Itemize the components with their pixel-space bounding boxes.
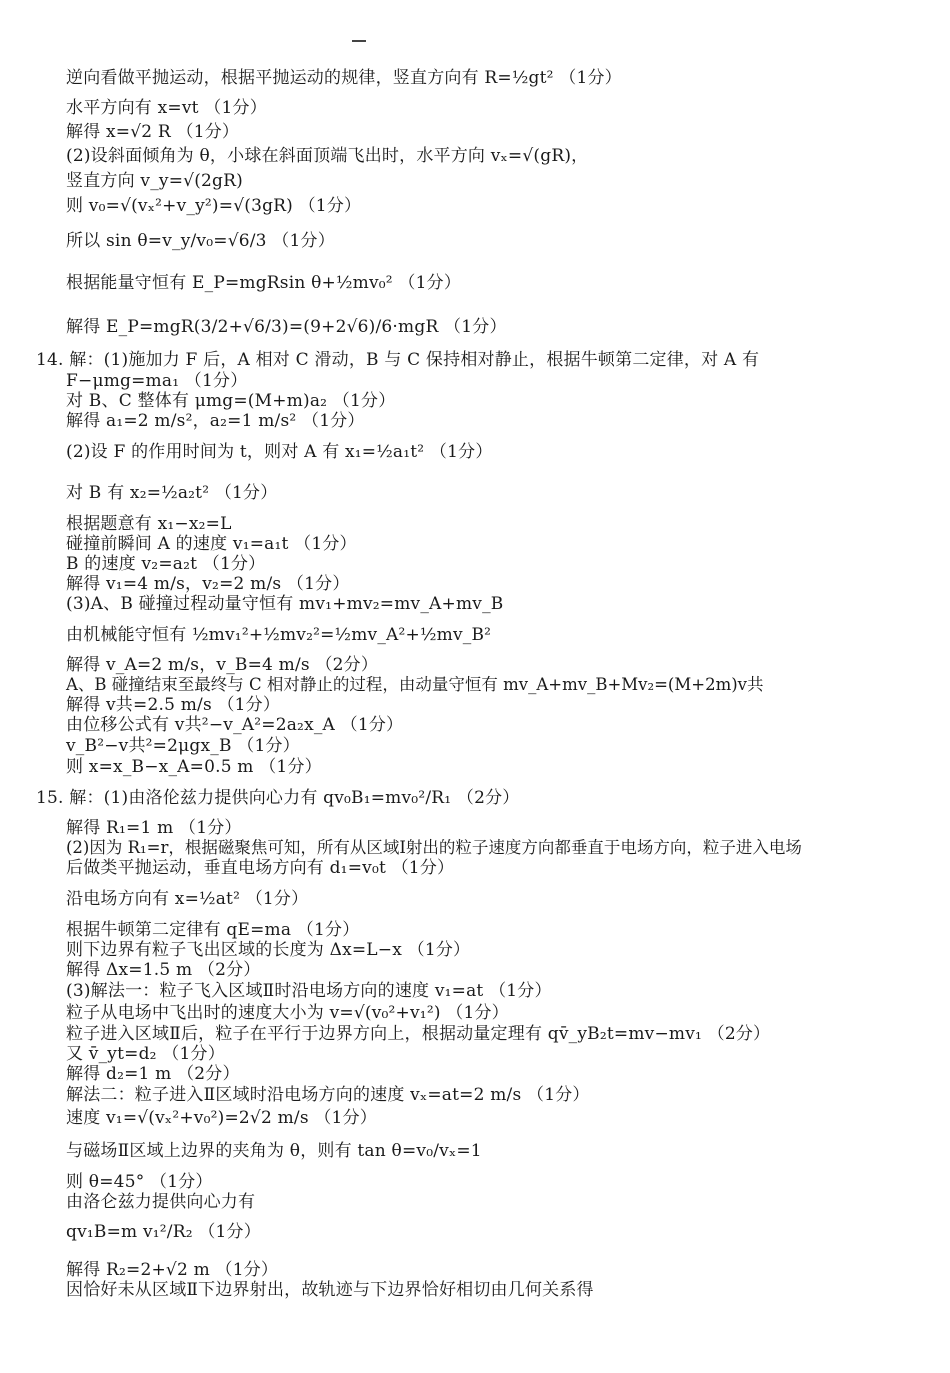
text-line: 对 B、C 整体有 μmg=(M+m)a₂ （1分） xyxy=(66,391,396,411)
text-line: 又 v̄_yt=d₂ （1分） xyxy=(66,1044,225,1064)
text-line: 解得 Δx=1.5 m （2分） xyxy=(66,960,261,980)
text-line: 竖直方向 v_y=√(2gR) xyxy=(66,171,243,191)
text-line: 则 θ=45° （1分） xyxy=(66,1172,213,1192)
text-line: A、B 碰撞结束至最终与 C 相对静止的过程，由动量守恒有 mv_A+mv_B+Mv₂=(M+2m)v共 xyxy=(66,675,764,694)
text-line: 速度 v₁=√(vₓ²+v₀²)=2√2 m/s （1分） xyxy=(66,1108,377,1128)
text-line: (3)解法一：粒子飞入区域Ⅱ时沿电场方向的速度 v₁=at （1分） xyxy=(66,981,552,1001)
text-line: v_B²−v共²=2μgx_B （1分） xyxy=(66,736,300,756)
text-line: 解得 R₂=2+√2 m （1分） xyxy=(66,1260,279,1280)
text-line: 与磁场Ⅱ区域上边界的夹角为 θ，则有 tan θ=v₀/vₓ=1 xyxy=(66,1141,482,1161)
header-mark xyxy=(352,40,366,42)
text-line: 对 B 有 x₂=½a₂t² （1分） xyxy=(66,483,278,503)
text-line: 所以 sin θ=v_y/v₀=√6/3 （1分） xyxy=(66,231,335,251)
text-line: 粒子进入区域Ⅱ后，粒子在平行于边界方向上，根据动量定理有 qv̄_yB₂t=mv−mv₁ （2分） xyxy=(66,1024,771,1044)
text-line: 由位移公式有 v共²−v_A²=2a₂x_A （1分） xyxy=(66,715,404,735)
text-line: 则 x=x_B−x_A=0.5 m （1分） xyxy=(66,757,322,777)
text-line: 解法二：粒子进入Ⅱ区域时沿电场方向的速度 vₓ=at=2 m/s （1分） xyxy=(66,1085,590,1105)
text-line: 粒子从电场中飞出时的速度大小为 v=√(v₀²+v₁²) （1分） xyxy=(66,1003,509,1023)
text-line: 则下边界有粒子飞出区域的长度为 Δx=L−x （1分） xyxy=(66,940,471,960)
text-line: 则 v₀=√(vₓ²+v_y²)=√(3gR) （1分） xyxy=(66,196,362,216)
text-line: (2)设 F 的作用时间为 t，则对 A 有 x₁=½a₁t² （1分） xyxy=(66,442,493,462)
text-line: qv₁B=m v₁²/R₂ （1分） xyxy=(66,1222,261,1242)
text-line: 水平方向有 x=vt （1分） xyxy=(66,98,267,118)
text-line: B 的速度 v₂=a₂t （1分） xyxy=(66,554,266,574)
text-line: 由机械能守恒有 ½mv₁²+½mv₂²=½mv_A²+½mv_B² xyxy=(66,625,492,645)
text-line: 解得 d₂=1 m （2分） xyxy=(66,1064,240,1084)
text-line: 解得 v共=2.5 m/s （1分） xyxy=(66,695,281,715)
text-line: 14. 解：(1)施加力 F 后，A 相对 C 滑动，B 与 C 保持相对静止，根据牛顿第二定律，对 A 有 xyxy=(36,350,760,370)
text-line: 因恰好未从区域Ⅱ下边界射出，故轨迹与下边界恰好相切由几何关系得 xyxy=(66,1280,594,1300)
text-line: 解得 v_A=2 m/s，v_B=4 m/s （2分） xyxy=(66,655,379,675)
text-line: 解得 x=√2 R （1分） xyxy=(66,122,240,142)
text-line: 15. 解：(1)由洛伦兹力提供向心力有 qv₀B₁=mv₀²/R₁ （2分） xyxy=(36,788,520,808)
text-line: 由洛仑兹力提供向心力有 xyxy=(66,1192,256,1212)
text-line: 根据题意有 x₁−x₂=L xyxy=(66,514,232,534)
text-line: 解得 R₁=1 m （1分） xyxy=(66,818,242,838)
text-line: 逆向看做平抛运动，根据平抛运动的规律，竖直方向有 R=½gt² （1分） xyxy=(66,68,622,88)
text-line: 后做类平抛运动，垂直电场方向有 d₁=v₀t （1分） xyxy=(66,858,455,878)
text-line: 碰撞前瞬间 A 的速度 v₁=a₁t （1分） xyxy=(66,534,357,554)
text-line: 根据牛顿第二定律有 qE=ma （1分） xyxy=(66,920,360,940)
text-line: F−μmg=ma₁ （1分） xyxy=(66,371,248,391)
text-line: 解得 E_P=mgR(3/2+√6/3)=(9+2√6)/6·mgR （1分） xyxy=(66,317,507,337)
text-line: (2)因为 R₁=r，根据磁聚焦可知，所有从区域Ⅰ射出的粒子速度方向都垂直于电场方向，粒子进入电场 xyxy=(66,838,802,857)
text-line: (2)设斜面倾角为 θ，小球在斜面顶端飞出时，水平方向 vₓ=√(gR)， xyxy=(66,146,589,166)
text-line: (3)A、B 碰撞过程动量守恒有 mv₁+mv₂=mv_A+mv_B xyxy=(66,594,504,614)
text-line: 解得 v₁=4 m/s，v₂=2 m/s （1分） xyxy=(66,574,350,594)
text-line: 解得 a₁=2 m/s²，a₂=1 m/s² （1分） xyxy=(66,411,365,431)
text-line: 沿电场方向有 x=½at² （1分） xyxy=(66,889,309,909)
text-line: 根据能量守恒有 E_P=mgRsin θ+½mv₀² （1分） xyxy=(66,273,462,293)
